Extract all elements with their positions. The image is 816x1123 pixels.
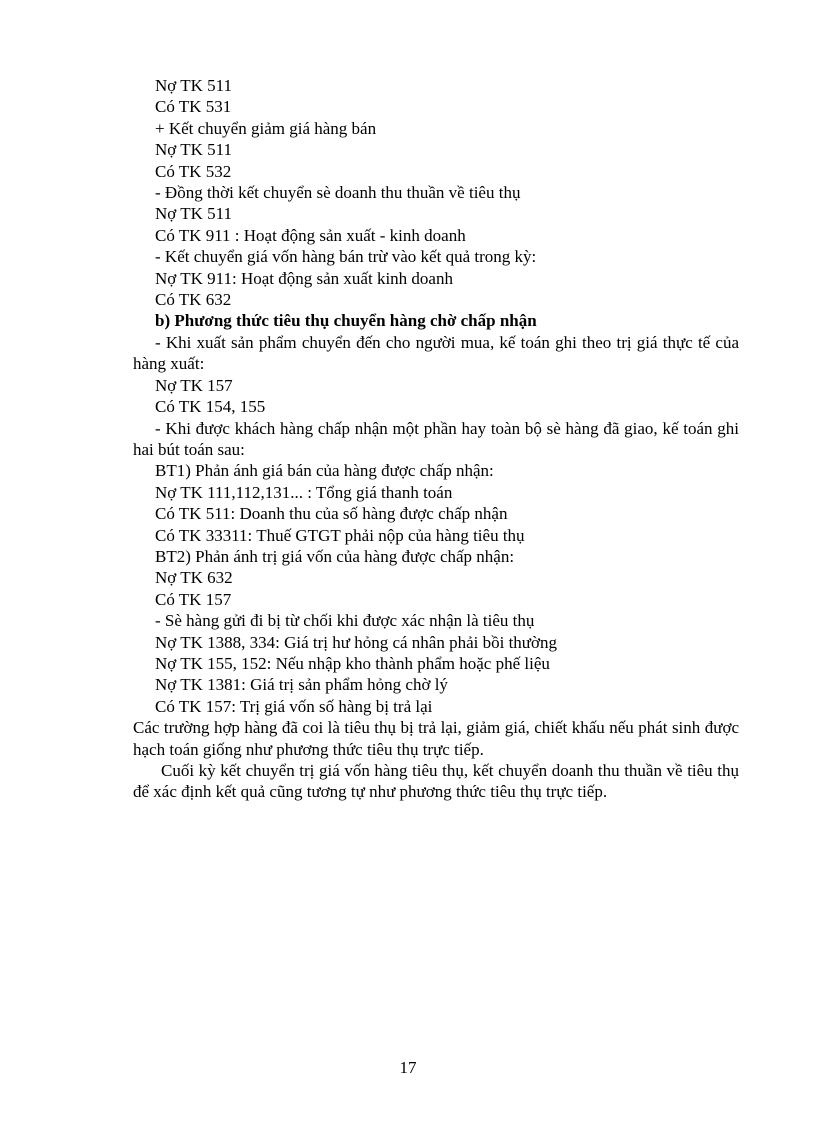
paragraph: Cuối kỳ kết chuyển trị giá vốn hàng tiêu thụ, kết chuyển doanh thu thuần về tiêu thụ để xác định kết quả cũng tương tự như phương thức tiêu thụ trực tiếp.: [133, 761, 739, 802]
text-line: Nợ TK 511: [155, 204, 232, 224]
text-line: Nợ TK 157: [155, 375, 233, 395]
text-line: Có TK 33311: Thuế GTGT phải nộp của hàng tiêu thụ: [155, 525, 525, 545]
text-line: Có TK 911 : Hoạt động sản xuất - kinh doanh: [155, 225, 466, 245]
text-line: BT1) Phản ánh giá bán của hàng được chấp nhận:: [155, 461, 494, 481]
text-line: + Kết chuyển giảm giá hàng bán: [155, 118, 377, 138]
paragraph: - Khi được khách hàng chấp nhận một phần hay toàn bộ sè hàng đã giao, kế toán ghi hai bút toán sau:: [133, 418, 739, 459]
text-line: Có TK 154, 155: [155, 397, 266, 417]
text-line: - Sè hàng gửi đi bị từ chối khi được xác nhận là tiêu thụ: [155, 611, 535, 631]
text-line: Nợ TK 911: Hoạt động sản xuất kinh doanh: [155, 268, 453, 288]
text-line: - Kết chuyển giá vốn hàng bán trừ vào kết quả trong kỳ:: [155, 247, 537, 267]
text-line: Có TK 157: [155, 589, 232, 609]
text-line: Nợ TK 111,112,131... : Tổng giá thanh toán: [155, 482, 453, 502]
text-line: Nợ TK 511: [155, 76, 232, 95]
text-line: Nợ TK 511: [155, 140, 232, 160]
text-line: Nợ TK 155, 152: Nếu nhập kho thành phẩm hoặc phế liệu: [155, 653, 550, 673]
text-line: Có TK 531: [155, 97, 232, 117]
section-heading: b) Phương thức tiêu thụ chuyển hàng chờ chấp nhận: [155, 311, 537, 331]
text-line: BT2) Phản ánh trị giá vốn của hàng được chấp nhận:: [155, 546, 515, 566]
page-number: 17: [399, 1058, 417, 1077]
text-line: Có TK 532: [155, 161, 232, 181]
paragraph: Các trường hợp hàng đã coi là tiêu thụ bị trả lại, giảm giá, chiết khấu nếu phát sinh được hạch toán giống như phương thức tiêu thụ trực tiếp.: [133, 718, 739, 759]
paragraph: - Khi xuất sản phẩm chuyển đến cho người mua, kế toán ghi theo trị giá thực tế của hàng xuất:: [133, 332, 739, 374]
text-line: - Đồng thời kết chuyển sè doanh thu thuần về tiêu thụ: [155, 183, 521, 203]
document-body: [133, 75, 739, 803]
text-line: Có TK 157: Trị giá vốn số hàng bị trả lại: [155, 696, 433, 716]
text-line: Nợ TK 632: [155, 568, 233, 588]
text-line: Có TK 511: Doanh thu của số hàng được chấp nhận: [155, 504, 508, 524]
text-line: Có TK 632: [155, 290, 232, 310]
text-line: Nợ TK 1388, 334: Giá trị hư hỏng cá nhân phải bồi thường: [155, 632, 558, 652]
text-line: Nợ TK 1381: Giá trị sản phẩm hỏng chờ lý: [155, 675, 448, 695]
